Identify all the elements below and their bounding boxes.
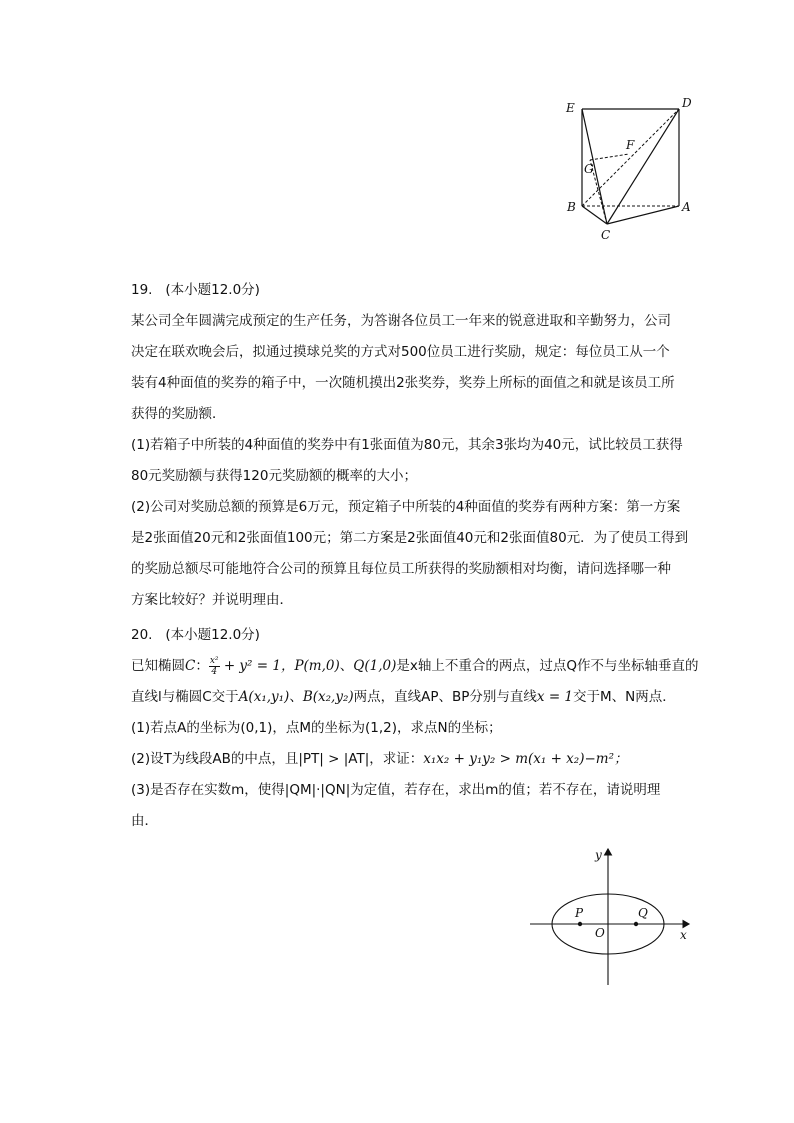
problem-19-line: 的奖励总额尽可能地符合公司的预算且每位员工所获得的奖励额相对均衡，请问选择哪一种 [131, 561, 671, 577]
label-E: E [566, 101, 575, 115]
problem-19-line: (1)若箱子中所装的4种面值的奖券中有1张面值为80元，其余3张均为40元，试比较员工获得 [131, 437, 683, 453]
problem-20-line-6: 由． [131, 813, 158, 829]
label-y: y [595, 848, 602, 862]
problem-20-line-2: 直线l与椭圆C交于A(x₁,y₁)、B(x₂,y₂)两点，直线AP、BP分别与直线x = 1交于M、N两点． [131, 689, 676, 705]
label-P: P [575, 906, 584, 920]
problem-20-line-3: (1)若点A的坐标为(0,1)，点M的坐标为(1,2)，求点N的坐标； [131, 720, 502, 736]
label-D: D [682, 96, 692, 110]
problem-19-line: 方案比较好？并说明理由． [131, 592, 293, 608]
point-P-dot [578, 922, 582, 926]
label-G: G [584, 162, 594, 176]
problem-19-line: (2)公司对奖励总额的预算是6万元，预定箱子中所装的4种面值的奖券有两种方案：第一方案 [131, 499, 681, 515]
problem-20-line-1: 已知椭圆C： $\frac{\text{x²}}{4}$ + y² = 1，P(m,0)、Q(1,0)是x轴上不重合的两点，过点Q作不与坐标轴垂直的 [131, 655, 699, 677]
label-B: B [567, 200, 576, 214]
fraction-x2-over-4: $\frac{\text{x²}}{4}$ [209, 655, 219, 677]
problem-19-line: 80元奖励额与获得120元奖励额的概率的大小； [131, 468, 417, 484]
problem-20-line-4: (2)设T为线段AB的中点，且|PT| > |AT|，求证：x₁x₂ + y₁y₂ > m(x₁ + x₂)−m²； [131, 751, 628, 767]
problem-19 [131, 278, 696, 616]
problem-19-header [131, 278, 696, 302]
problem-20 [131, 623, 699, 837]
solid-figure [560, 92, 700, 244]
label-O: O [595, 926, 605, 940]
ellipse-figure [525, 845, 695, 990]
point-Q-dot [634, 922, 638, 926]
problem-19-score: (本小题12.0分) [165, 282, 260, 298]
problem-20-line-5: (3)是否存在实数m，使得|QM|·|QN|为定值，若存在，求出m的值；若不存在，请说明理 [131, 782, 661, 798]
label-x: x [680, 928, 687, 942]
problem-19-line: 装有4种面值的奖券的箱子中，一次随机摸出2张奖券，奖券上所标的面值之和就是该员工所 [131, 375, 675, 391]
label-F: F [626, 138, 635, 152]
problem-19-line: 某公司全年圆满完成预定的生产任务，为答谢各位员工一年来的锐意进取和辛勤努力，公司 [131, 313, 671, 329]
problem-19-line: 获得的奖励额． [131, 406, 226, 422]
problem-20-header [131, 623, 696, 647]
problem-20-score: (本小题12.0分) [165, 627, 260, 643]
problem-19-line: 决定在联欢晚会后，拟通过摸球兑奖的方式对500位员工进行奖励，规定：每位员工从一个 [131, 344, 670, 360]
problem-20-number: 20. [131, 627, 153, 643]
label-Q: Q [638, 906, 648, 920]
problem-19-number: 19. [131, 282, 153, 298]
label-C: C [601, 228, 611, 242]
label-A: A [682, 200, 691, 214]
problem-19-line: 是2张面值20元和2张面值100元；第二方案是2张面值40元和2张面值80元．为了使员工得到 [131, 530, 689, 546]
